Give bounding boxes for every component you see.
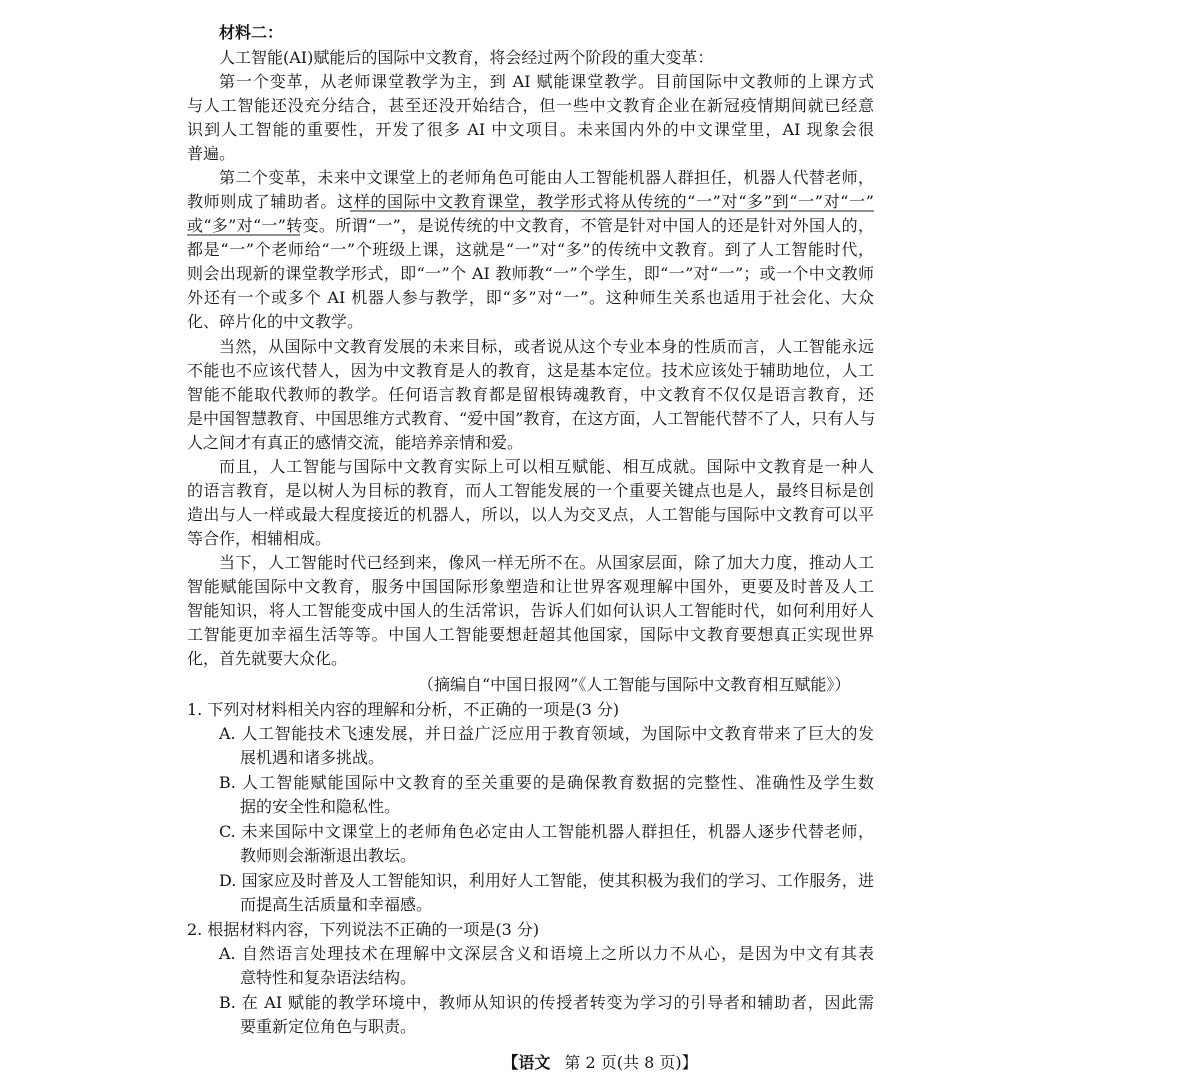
text-line: 都是“一”个老师给“一”个班级上课，这就是“一”对“多”的传统中文教育。到了人工智能时代， (187, 240, 874, 259)
text-line: 智能不能取代教师的教学。任何语言教育都是留根铸魂教育，中文教育不仅仅是语言教育，还 (187, 385, 874, 404)
text-line: 是中国智慧教育、中国思维方式教育、“爱中国”教育，在这方面，人工智能代替不了人，只有人与 (187, 409, 876, 428)
question-1-option-b: B. 人工智能赋能国际中文教育的至关重要的是确保教育数据的完整性、准确性及学生数 (219, 773, 874, 792)
text-line: 当下，人工智能时代已经到来，像风一样无所不在。从国家层面，除了加大力度，推动人工 (219, 553, 874, 572)
text-line: 智能知识，将人工智能变成中国人的生活常识，告诉人们如何认识人工智能时代，如何利用好人 (187, 601, 874, 620)
text-line: 化、碎片化的中文教学。 (187, 312, 364, 331)
text-line: 则会出现新的课堂教学形式，即“一”个 AI 教师教“一”个学生，即“一”对“一”；或一个中文教师 (187, 264, 874, 283)
question-2-option-a: A. 自然语言处理技术在理解中文深层含义和语境上之所以力不从心，是因为中文有其表 (219, 944, 874, 963)
text-line: 第二个变革，未来中文课堂上的老师角色可能由人工智能机器人群担任，机器人代替老师， (219, 168, 874, 187)
question-1-option-a-cont: 展机遇和诸多挑战。 (240, 748, 385, 767)
question-1-option-c-cont: 教师则会渐渐退出教坛。 (240, 846, 417, 865)
page-footer (0, 1050, 1200, 1076)
text-line: 等合作，相辅相成。 (187, 529, 332, 548)
question-1-option-d: D. 国家应及时普及人工智能知识，利用好人工智能，使其积极为我们的学习、工作服务，进 (219, 871, 874, 890)
text-line: 造出与人一样或最大程度接近的机器人，所以，以人为交叉点，人工智能与国际中文教育可以平 (187, 505, 874, 524)
text-line: 识到人工智能的重要性，开发了很多 AI 中文项目。未来国内外的中文课堂里，AI 现象会很 (187, 120, 874, 139)
text-line: 人之间才有真正的感情交流，能培养亲情和爱。 (187, 433, 524, 452)
material-heading: 材料二： (219, 23, 284, 42)
footer-subject: 【语文 (502, 1053, 551, 1072)
text-line: 化，首先就要大众化。 (187, 649, 348, 668)
text-line: 第一个变革，从老师课堂教学为主，到 AI 赋能课堂教学。目前国际中文教师的上课方式 (219, 72, 874, 91)
question-2-stem: 2. 根据材料内容，下列说法不正确的一项是(3 分) (187, 920, 540, 939)
question-1-option-d-cont: 而提高生活质量和幸福感。 (240, 895, 433, 914)
question-1-option-a: A. 人工智能技术飞速发展，并日益广泛应用于教育领域，为国际中文教育带来了巨大的发 (219, 724, 874, 743)
question-2-option-a-cont: 意特性和复杂语法结构。 (240, 968, 417, 987)
text-line: 工智能更加幸福生活等等。中国人工智能要想赶超其他国家，国际中文教育要想真正实现世界 (187, 625, 874, 644)
text-line: 人工智能(AI)赋能后的国际中文教育，将会经过两个阶段的重大变革： (219, 48, 714, 67)
question-1-stem: 1. 下列对材料相关内容的理解和分析，不正确的一项是(3 分) (187, 700, 620, 719)
text-line: 的语言教育，是以树人为目标的教育，而人工智能发展的一个重要关键点也是人，最终目标是创 (187, 481, 874, 500)
question-2-option-b-cont: 要重新定位角色与职责。 (240, 1017, 417, 1036)
text-line: 普遍。 (187, 144, 236, 163)
text-segment: 教师则成了辅助者。这样的国际中文教育课堂，教学形式将从传统的“一”对“多”到“一”对“一” (187, 192, 874, 211)
question-2-option-b: B. 在 AI 赋能的教学环境中，教师从知识的传授者转变为学习的引导者和辅助者，因此需 (219, 993, 874, 1012)
source-citation: （摘编自“中国日报网”《人工智能与国际中文教育相互赋能》） (418, 675, 851, 694)
question-1-option-c: C. 未来国际中文课堂上的老师角色必定由人工智能机器人群担任，机器人逐步代替老师， (219, 822, 874, 841)
question-1-option-b-cont: 据的安全性和隐私性。 (240, 797, 401, 816)
text-line (187, 190, 874, 214)
text-line: 与人工智能还没充分结合，甚至还没开始结合，但一些中文教育企业在新冠疫情期间就已经意 (187, 96, 874, 115)
text-line: 外还有一个或多个 AI 机器人参与教学，即“多”对“一”。这种师生关系也适用于社会化、大众 (187, 288, 874, 307)
text-line: 当然，从国际中文教育发展的未来目标，或者说从这个专业本身的性质而言，人工智能永远 (219, 337, 874, 356)
text-line: 而且，人工智能与国际中文教育实际上可以相互赋能、相互成就。国际中文教育是一种人 (219, 457, 874, 476)
footer-page-number: 第 2 页(共 8 页)】 (564, 1053, 698, 1072)
text-line: 或“多”对“一”转变。所谓“一”，是说传统的中文教育，不管是针对中国人的还是针对外国人的， (187, 216, 874, 235)
text-line: 不能也不应该代替人，因为中文教育是人的教育，这是基本定位。技术应该处于辅助地位，人工 (187, 361, 874, 380)
text-line: 智能赋能国际中文教育，服务中国国际形象塑造和让世界客观理解中国外，更要及时普及人工 (187, 577, 874, 596)
